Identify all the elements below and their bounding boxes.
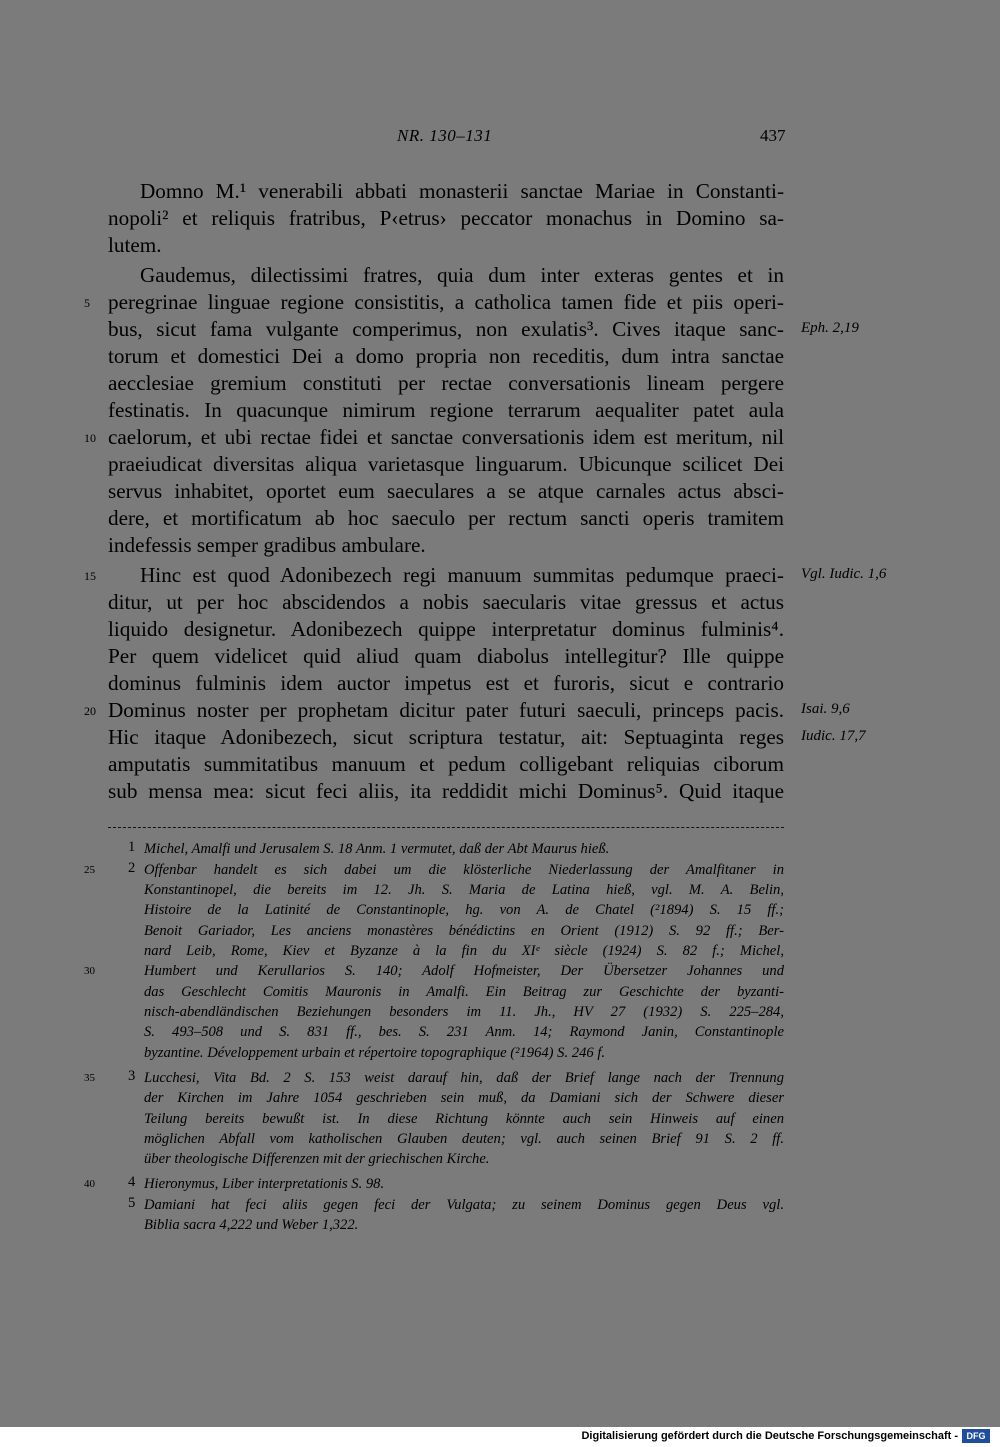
footnote-line-number: 25 <box>84 864 95 876</box>
footnote-number: 4 <box>128 1174 136 1190</box>
text-line: aecclesiae gremium constituti per rectae conversationis lineam pergere <box>108 371 784 395</box>
footnote-line: Biblia sacra 4,222 und Weber 1,322. <box>144 1217 359 1233</box>
footnote-line: Benoit Gariador, Les anciens monastères bénédictins en Orient (1912) S. 92 ff.; Ber- <box>144 923 784 939</box>
margin-reference: Vgl. Iudic. 1,6 <box>801 566 887 582</box>
text-line: Hinc est quod Adonibezech regi manuum summitas pedumque praeci- <box>140 563 784 587</box>
text-line: liquido designetur. Adonibezech quippe interpretatur dominus fulminis⁴. <box>108 617 784 641</box>
line-number: 5 <box>84 296 90 310</box>
text-line: Hic itaque Adonibezech, sicut scriptura testatur, ait: Septuaginta reges <box>108 725 784 749</box>
text-line: peregrinae linguae regione consistitis, a catholica tamen fide et piis operi- <box>108 290 784 314</box>
footnote-line: Humbert und Kerullarios S. 140; Adolf Hofmeister, Der Übersetzer Johannes und <box>144 963 784 979</box>
footnote-line: Damiani hat feci aliis gegen feci der Vulgata; zu seinem Dominus gegen Deus vgl. <box>144 1197 784 1213</box>
text-line: indefessis semper gradibus ambulare. <box>108 533 426 557</box>
text-line: caelorum, et ubi rectae fidei et sanctae conversationis idem est meritum, nil <box>108 425 784 449</box>
footnote-line: nisch-abendländischen Beziehungen besonders im 11. Jh., HV 27 (1932) S. 225–284, <box>144 1004 784 1020</box>
dfg-logo-icon: DFG <box>962 1429 990 1443</box>
footnote-line: möglichen Abfall vom katholischen Glauben deuten; vgl. auch seinen Brief 91 S. 2 ff. <box>144 1131 784 1147</box>
page-number: 437 <box>760 126 786 145</box>
footnote-line-number: 35 <box>84 1072 95 1084</box>
footer-credit: Digitalisierung gefördert durch die Deutsche Forschungsgemeinschaft - <box>581 1430 958 1442</box>
footnote-line: byzantine. Développement urbain et répertoire topographique (²1964) S. 246 f. <box>144 1045 606 1061</box>
footnote-line: Offenbar handelt es sich dabei um die klösterliche Niederlassung der Amalfitaner in <box>144 862 784 878</box>
text-line: Per quem videlicet quid aliud quam diabolus intellegitur? Ille quippe <box>108 644 784 668</box>
margin-reference: Iudic. 17,7 <box>801 728 866 744</box>
footnote-line: Lucchesi, Vita Bd. 2 S. 153 weist darauf hin, daß der Brief lange nach der Trennung <box>144 1070 784 1086</box>
footnote-line: das Geschlecht Comitis Mauronis in Amalfi. Ein Beitrag zur Geschichte der byzanti- <box>144 984 784 1000</box>
text-line: bus, sicut fama vulgante comperimus, non exulatis³. Cives itaque sanc- <box>108 317 784 341</box>
margin-reference: Isai. 9,6 <box>801 701 850 717</box>
text-line: dere, et mortificatum ab hoc saeculo per rectum sancti operis tramitem <box>108 506 784 530</box>
text-line: festinatis. In quacunque nimirum regione terrarum aequaliter patet aula <box>108 398 784 422</box>
footnote-number: 2 <box>128 860 136 876</box>
text-line: servus inhabitet, oportet eum saeculares a se atque carnales actus absci- <box>108 479 784 503</box>
footnote-line: Hieronymus, Liber interpretationis S. 98. <box>144 1176 385 1192</box>
running-head: NR. 130–131 <box>397 126 493 145</box>
line-number: 10 <box>84 431 96 445</box>
text-line: Gaudemus, dilectissimi fratres, quia dum inter exteras gentes et in <box>140 263 784 287</box>
footnote-line-number: 30 <box>84 965 95 977</box>
text-line: ditur, ut per hoc abscidendos a nobis saecularis vitae gressus et actus <box>108 590 784 614</box>
text-line: praeiudicat diversitas aliqua varietasque linguarum. Ubicunque scilicet Dei <box>108 452 784 476</box>
footnote-number: 5 <box>128 1195 136 1211</box>
text-line: dominus fulminis idem auctor impetus est et furoris, sicut e contrario <box>108 671 784 695</box>
text-line: lutem. <box>108 233 162 257</box>
margin-reference: Eph. 2,19 <box>801 320 859 336</box>
footnote-line: der Kirchen im Jahre 1054 geschrieben sein muß, da Damiani sich der Schwere dieser <box>144 1090 784 1106</box>
line-number: 20 <box>84 704 96 718</box>
text-line: sub mensa mea: sicut feci aliis, ita reddidit michi Dominus⁵. Quid itaque <box>108 779 784 803</box>
text-line: Dominus noster per prophetam dicitur pater futuri saeculi, princeps pacis. <box>108 698 784 722</box>
text-line: torum et domestici Dei a domo propria non receditis, dum intra sanctae <box>108 344 784 368</box>
footnote-separator <box>108 827 784 828</box>
footnote-line: Histoire de la Latinité de Constantinople, hg. von A. de Chatel (²1894) S. 15 ff.; <box>144 902 784 918</box>
text-line: nopoli² et reliquis fratribus, P‹etrus› peccator monachus in Domino sa- <box>108 206 784 230</box>
footnote-number: 1 <box>128 839 136 855</box>
footnote-line: über theologische Differenzen mit der griechischen Kirche. <box>144 1151 490 1167</box>
footnote-line: Teilung bereits bewußt ist. In diese Richtung könnte auch sein Hinweis auf einen <box>144 1111 784 1127</box>
footnote-line: Konstantinopel, die bereits im 12. Jh. S. Maria de Latina hieß, vgl. M. A. Belin, <box>144 882 784 898</box>
text-line: Domno M.¹ venerabili abbati monasterii sanctae Mariae in Constanti- <box>140 179 784 203</box>
footnote-number: 3 <box>128 1068 136 1084</box>
footnote-line-number: 40 <box>84 1178 95 1190</box>
footnote-line: S. 493–508 und S. 831 ff., bes. S. 231 Anm. 14; Raymond Janin, Constantinople <box>144 1024 784 1040</box>
footnote-line: Michel, Amalfi und Jerusalem S. 18 Anm. 1 vermutet, daß der Abt Maurus hieß. <box>144 841 610 857</box>
text-line: amputatis summitatibus manuum et pedum colligebant reliquias ciborum <box>108 752 784 776</box>
line-number: 15 <box>84 569 96 583</box>
footnote-line: nard Leib, Rome, Kiev et Byzanze à la fin du XIᵉ siècle (1924) S. 82 f.; Michel, <box>144 943 784 959</box>
